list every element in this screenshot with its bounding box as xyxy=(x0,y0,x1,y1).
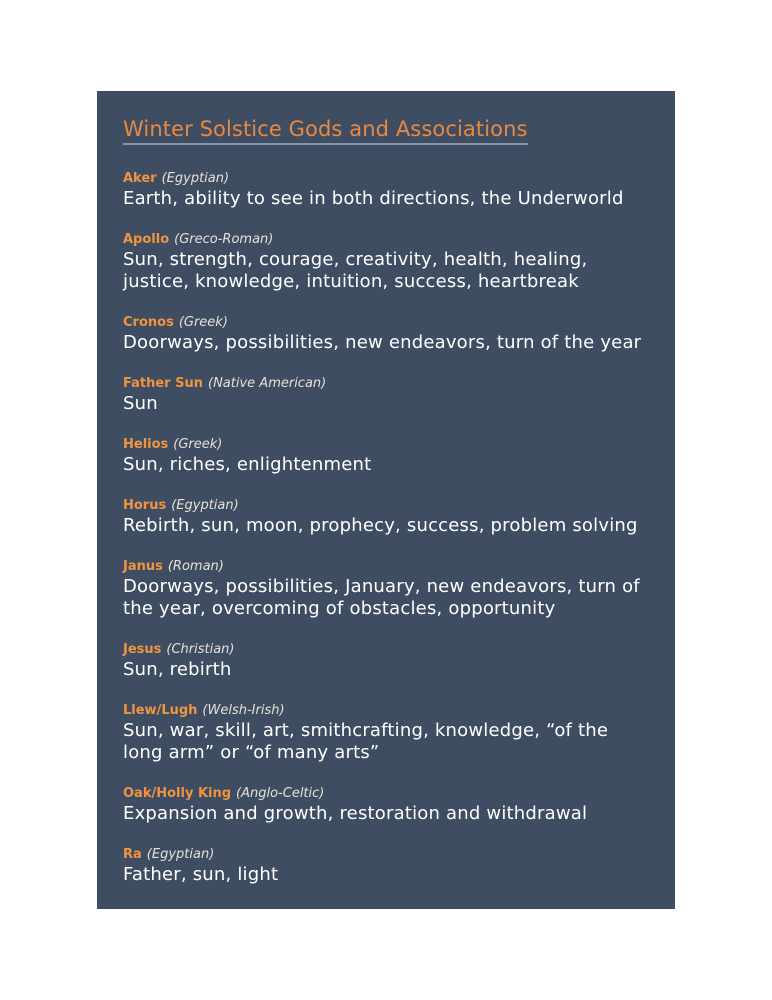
god-entry-father-sun xyxy=(123,372,651,415)
god-origin: (Anglo-Celtic) xyxy=(236,786,325,801)
god-name: Aker xyxy=(123,171,157,186)
god-associations: Sun xyxy=(123,393,158,414)
entry-heading xyxy=(123,494,651,514)
god-associations: Sun, war, skill, art, smithcrafting, knowledge, “of the long arm” or “of many arts” xyxy=(123,720,609,763)
god-name: Apollo xyxy=(123,232,170,247)
entry-heading xyxy=(123,782,651,802)
god-entry-janus xyxy=(123,555,651,620)
god-entry-helios xyxy=(123,433,651,476)
god-name: Father Sun xyxy=(123,376,203,391)
god-origin: (Greek) xyxy=(178,315,228,330)
god-name: Cronos xyxy=(123,315,174,330)
entry-heading xyxy=(123,228,651,248)
god-name: Oak/Holly King xyxy=(123,786,232,801)
god-name: Helios xyxy=(123,437,169,452)
god-entry-horus xyxy=(123,494,651,537)
god-associations: Doorways, possibilities, new endeavors, turn of the year xyxy=(123,332,642,353)
god-associations: Sun, strength, courage, creativity, health, healing, justice, knowledge, intuition, success, heartbreak xyxy=(123,249,588,292)
god-name: Horus xyxy=(123,498,167,513)
god-entry-apollo xyxy=(123,228,651,293)
entry-heading xyxy=(123,843,651,863)
god-origin: (Native American) xyxy=(208,376,327,391)
god-name: Ra xyxy=(123,847,142,862)
god-name: Llew/Lugh xyxy=(123,703,198,718)
god-origin: (Christian) xyxy=(166,642,235,657)
god-associations: Earth, ability to see in both directions, the Underworld xyxy=(123,188,624,209)
god-associations: Rebirth, sun, moon, prophecy, success, problem solving xyxy=(123,515,638,536)
god-name: Janus xyxy=(123,559,163,574)
god-origin: (Welsh-Irish) xyxy=(202,703,285,718)
god-associations: Expansion and growth, restoration and withdrawal xyxy=(123,803,588,824)
god-associations: Sun, riches, enlightenment xyxy=(123,454,372,475)
god-entry-cronos xyxy=(123,311,651,354)
page-title: Winter Solstice Gods and Associations xyxy=(123,117,528,145)
god-name: Jesus xyxy=(123,642,162,657)
god-origin: (Egyptian) xyxy=(171,498,239,513)
god-origin: (Greco-Roman) xyxy=(174,232,274,247)
entry-heading xyxy=(123,372,651,392)
entry-heading xyxy=(123,167,651,187)
god-entry-llew-lugh xyxy=(123,699,651,764)
god-entry-aker xyxy=(123,167,651,210)
god-associations: Doorways, possibilities, January, new endeavors, turn of the year, overcoming of obstacles, opportunity xyxy=(123,576,640,619)
god-associations: Father, sun, light xyxy=(123,864,279,885)
god-entry-jesus xyxy=(123,638,651,681)
god-entry-oak-holly-king xyxy=(123,782,651,825)
entry-heading xyxy=(123,433,651,453)
entry-heading xyxy=(123,638,651,658)
god-associations: Sun, rebirth xyxy=(123,659,232,680)
entry-heading xyxy=(123,311,651,331)
god-origin: (Egyptian) xyxy=(146,847,215,862)
entry-heading xyxy=(123,555,651,575)
god-origin: (Roman) xyxy=(167,559,224,574)
god-entry-ra xyxy=(123,843,651,886)
entry-heading xyxy=(123,699,651,719)
document-panel xyxy=(97,91,675,909)
god-origin: (Greek) xyxy=(173,437,223,452)
god-origin: (Egyptian) xyxy=(161,171,230,186)
